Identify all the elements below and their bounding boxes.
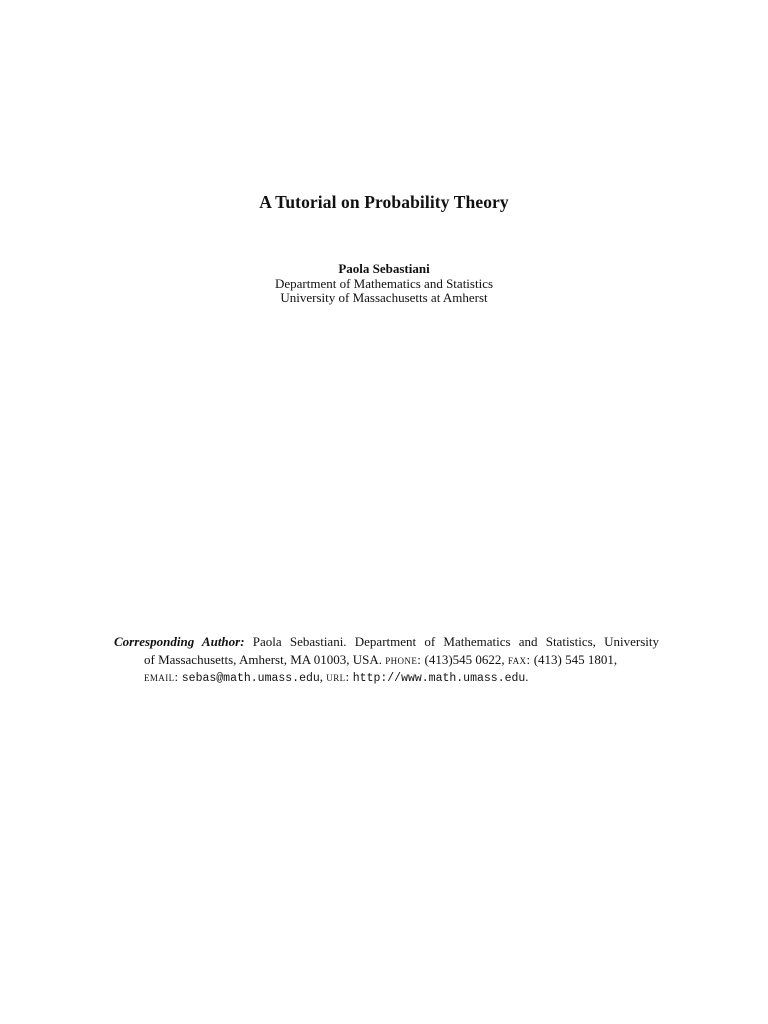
author-department: Department of Mathematics and Statistics xyxy=(274,275,494,291)
corresponding-line-2 xyxy=(114,651,659,669)
url-label: url: xyxy=(326,669,350,684)
fax-label: fax: xyxy=(507,651,531,667)
corresponding-author-label: Corresponding Author: xyxy=(114,634,245,649)
author-block xyxy=(0,262,768,306)
author-university: University of Massachusetts at Amherst xyxy=(280,290,488,305)
author-name: Paola Sebastiani xyxy=(338,261,430,276)
corresponding-author-footnote xyxy=(114,633,659,688)
paper-title: A Tutorial on Probability Theory xyxy=(259,192,509,212)
phone-label: phone: xyxy=(385,651,422,667)
corresponding-line-3: email: sebas@math.umass.edu, url: http://www.math.umass.edu. xyxy=(144,669,529,685)
fax-number: (413) 545 1801, xyxy=(533,651,618,667)
url-address: http://www.math.umass.edu xyxy=(352,672,526,685)
corresponding-address-part-2: of Massachusetts, Amherst, MA 01003, USA. xyxy=(144,651,382,667)
phone-number: (413)545 0622, xyxy=(424,651,505,667)
corresponding-address-part-1: Paola Sebastiani. Department of Mathematics and Statistics, University xyxy=(252,634,660,649)
corresponding-line-1 xyxy=(114,633,659,651)
email-address: sebas@math.umass.edu xyxy=(181,672,320,685)
email-label: email: xyxy=(144,669,179,684)
